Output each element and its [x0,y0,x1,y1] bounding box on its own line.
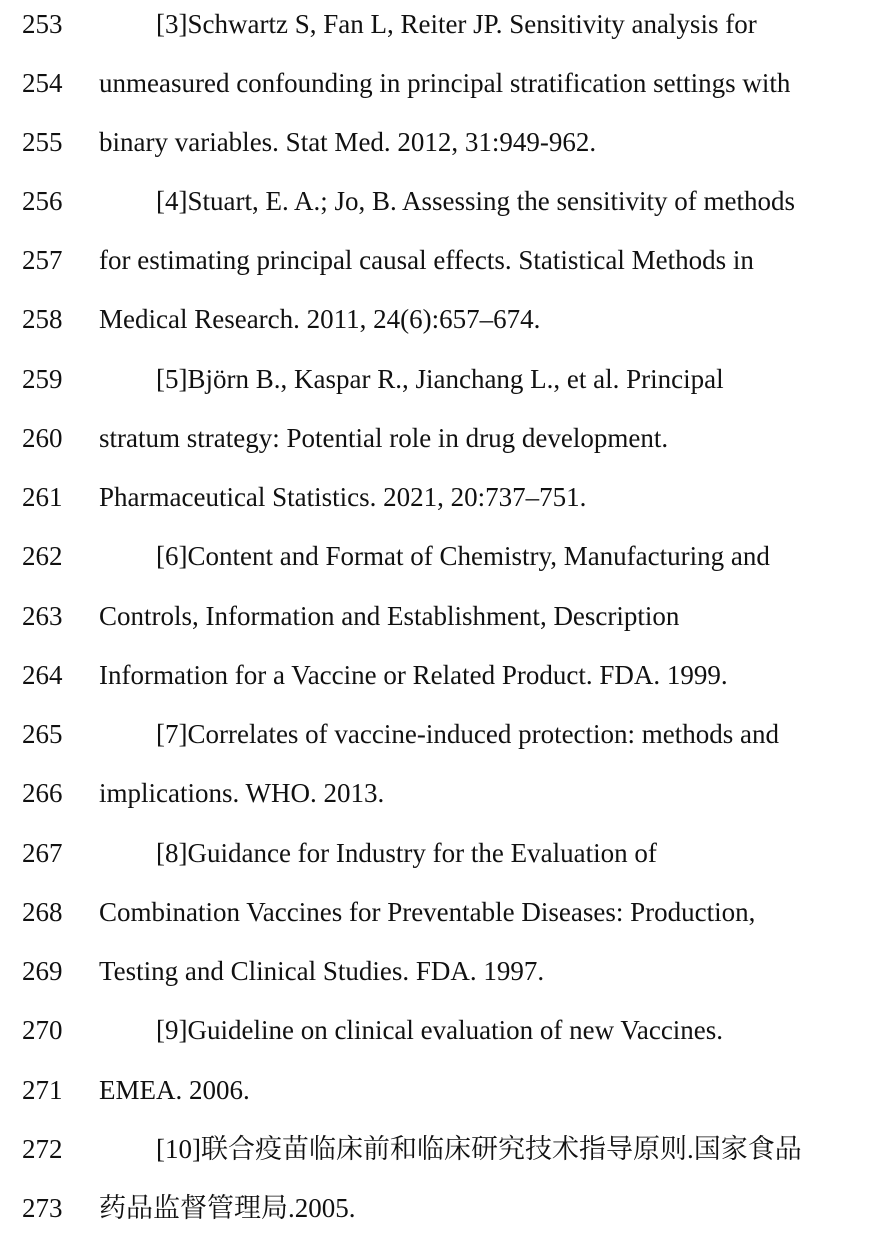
reference-start-text: [10]联合疫苗临床前和临床研究技术指导原则.国家食品 [156,1134,802,1164]
document-line [0,646,874,705]
document-line [0,1061,874,1120]
line-number: 273 [22,1193,63,1223]
line-number: 260 [22,423,63,453]
line-text: Information for a Vaccine or Related Product. FDA. 1999. [99,660,728,690]
line-text: EMEA. 2006. [99,1075,250,1105]
line-text: Controls, Information and Establishment, Description [99,601,680,631]
document-line [0,1120,874,1179]
line-number: 255 [22,127,63,157]
line-text: 药品监督管理局.2005. [99,1193,356,1223]
line-number: 261 [22,482,63,512]
line-number: 268 [22,897,63,927]
reference-start-text: [9]Guideline on clinical evaluation of new Vaccines. [156,1015,724,1045]
line-number: 257 [22,245,63,275]
line-number: 271 [22,1075,63,1105]
line-text: unmeasured confounding in principal stratification settings with [99,68,791,98]
document-line [0,1179,874,1238]
document-line [0,1001,874,1060]
line-number: 267 [22,838,63,868]
line-text: Combination Vaccines for Preventable Diseases: Production, [99,897,756,927]
document-line [0,350,874,409]
line-number: 265 [22,719,63,749]
line-text: Testing and Clinical Studies. FDA. 1997. [99,956,545,986]
line-number: 264 [22,660,63,690]
document-line [0,172,874,231]
line-number: 263 [22,601,63,631]
document-line [0,527,874,586]
document-line [0,0,874,54]
document-line [0,231,874,290]
document-line [0,54,874,113]
line-number: 270 [22,1015,63,1045]
reference-start-text: [4]Stuart, E. A.; Jo, B. Assessing the sensitivity of methods [156,186,795,216]
reference-start-text: [7]Correlates of vaccine-induced protection: methods and [156,719,780,749]
line-number: 258 [22,304,63,334]
line-text: Medical Research. 2011, 24(6):657–674. [99,304,541,334]
reference-start-text: [5]Björn B., Kaspar R., Jianchang L., et al. Principal [156,364,724,394]
reference-start-text: [3]Schwartz S, Fan L, Reiter JP. Sensitivity analysis for [156,9,757,39]
line-number: 253 [22,9,63,39]
document-line [0,824,874,883]
line-number: 262 [22,541,63,571]
line-number: 272 [22,1134,63,1164]
line-number: 254 [22,68,63,98]
line-number: 256 [22,186,63,216]
line-number: 266 [22,778,63,808]
document-line [0,883,874,942]
document-line [0,290,874,349]
document-line [0,587,874,646]
document-line [0,764,874,823]
reference-start-text: [8]Guidance for Industry for the Evaluation of [156,838,657,868]
document-line [0,409,874,468]
document-line [0,468,874,527]
document-line [0,113,874,172]
line-text: for estimating principal causal effects. Statistical Methods in [99,245,754,275]
document-line [0,705,874,764]
reference-start-text: [6]Content and Format of Chemistry, Manufacturing and [156,541,770,571]
line-number: 269 [22,956,63,986]
line-number: 259 [22,364,63,394]
line-text: stratum strategy: Potential role in drug development. [99,423,669,453]
document-line [0,942,874,1001]
line-text: Pharmaceutical Statistics. 2021, 20:737–751. [99,482,587,512]
line-text: implications. WHO. 2013. [99,778,385,808]
line-text: binary variables. Stat Med. 2012, 31:949-962. [99,127,597,157]
